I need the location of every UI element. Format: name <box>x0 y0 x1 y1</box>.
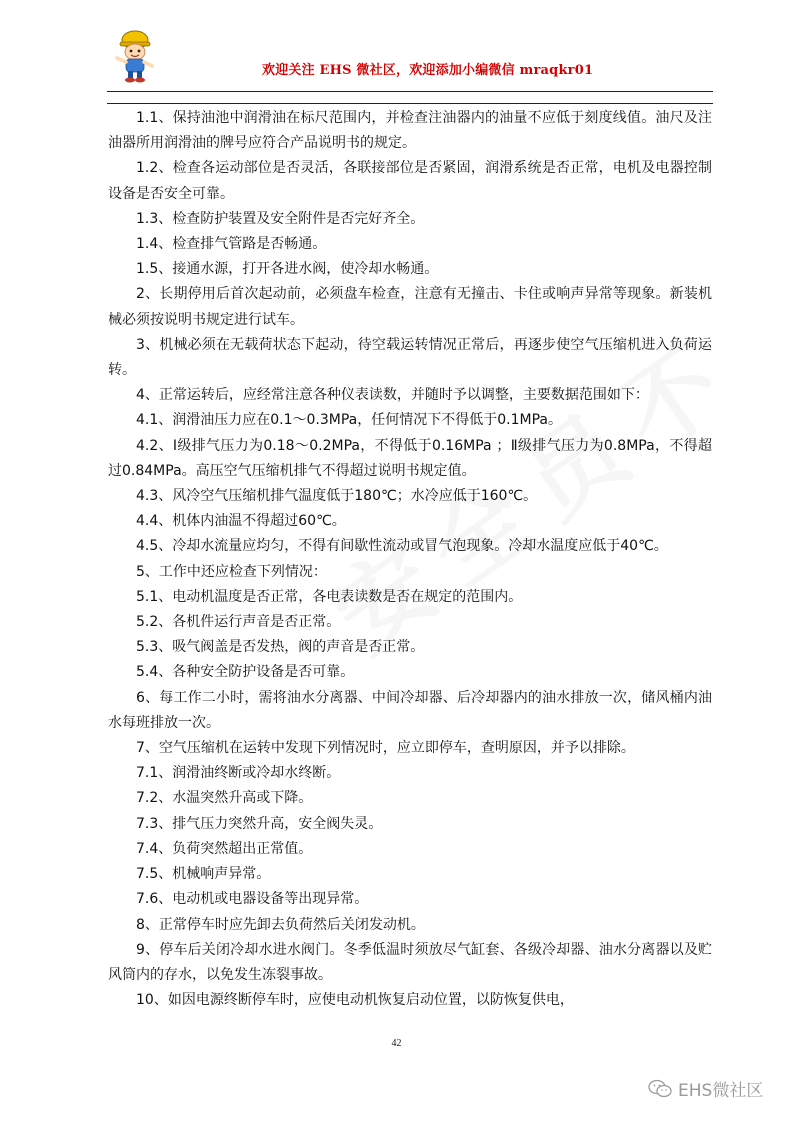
body-paragraph: 4、正常运转后，应经常注意各种仪表读数，并随时予以调整，主要数据范围如下： <box>136 387 649 404</box>
header-rule-bottom <box>107 103 713 104</box>
body-paragraph: 7.3、排气压力突然升高，安全阀失灵。 <box>136 815 383 832</box>
document-body <box>108 106 712 1013</box>
body-paragraph: 3、机械必须在无载荷状态下起动，待空载运转情况正常后，再逐步使空气压缩机进入负荷运转。 <box>108 336 712 379</box>
body-paragraph: 7、空气压缩机在运转中发现下列情况时，应立即停车，查明原因，并予以排除。 <box>136 740 635 757</box>
body-paragraph: 1.2、检查各运动部位是否灵活，各联接部位是否紧固，润滑系统是否正常，电机及电器控制设备是否安全可靠。 <box>108 160 712 202</box>
body-paragraph: 4.3、风冷空气压缩机排气温度低于180℃；水冷应低于160℃。 <box>136 488 538 505</box>
body-paragraph: 7.2、水温突然升高或下降。 <box>136 790 313 807</box>
body-paragraph: 10、如因电源终断停车时，应使电动机恢复启动位置，以防恢复供电， <box>136 992 574 1009</box>
body-paragraph: 1.3、检查防护装置及安全附件是否完好齐全。 <box>136 210 425 227</box>
body-paragraph: 7.1、润滑油终断或冷却水终断。 <box>136 765 341 782</box>
body-paragraph: 1.4、检查排气管路是否畅通。 <box>136 236 327 253</box>
header-banner-text: 欢迎关注 EHS 微社区，欢迎添加小编微信 mraqkr01 <box>262 63 594 78</box>
body-paragraph: 7.4、负荷突然超出正常值。 <box>136 840 313 857</box>
body-paragraph: 1.5、接通水源，打开各进水阀，使冷却水畅通。 <box>136 261 439 278</box>
wechat-watermark <box>648 1076 763 1101</box>
header-rule-top <box>107 91 713 92</box>
body-paragraph: 4.2、Ⅰ级排气压力为0.18～0.2MPa，不得低于0.16MPa ；Ⅱ级排气压力为0.8MPa，不得超过0.84MPa。高压空气压缩机排气不得超过说明书规定值。 <box>108 437 712 479</box>
page-number: 42 <box>391 1038 402 1049</box>
body-paragraph: 5.2、各机件运行声音是否正常。 <box>136 614 341 631</box>
body-paragraph: 5.1、电动机温度是否正常，各电表读数是否在规定的范围内。 <box>136 588 523 605</box>
body-paragraph: 5、工作中还应检查下列情况： <box>136 563 327 580</box>
body-paragraph: 5.4、各种安全防护设备是否可靠。 <box>136 664 355 681</box>
body-paragraph: 2、长期停用后首次起动前，必须盘车检查，注意有无撞击、卡住或响声异常等现象。新装机械必须按说明书规定进行试车。 <box>108 286 712 328</box>
body-paragraph: 4.4、机体内油温不得超过60℃。 <box>136 513 346 530</box>
body-paragraph: 7.6、电动机或电器设备等出现异常。 <box>136 891 369 908</box>
body-paragraph: 5.3、吸气阀盖是否发热，阀的声音是否正常。 <box>136 639 425 656</box>
body-paragraph: 9、停车后关闭冷却水进水阀门。冬季低温时须放尽气缸套、各级冷却器、油水分离器以及贮风筒内的存水，以免发生冻裂事故。 <box>108 941 712 983</box>
body-paragraph: 4.5、冷却水流量应均匀，不得有间歇性流动或冒气泡现象。冷却水温度应低于40℃。 <box>136 538 668 555</box>
safety-mascot-icon <box>112 28 158 84</box>
body-paragraph: 4.1、润滑油压力应在0.1～0.3MPa，任何情况下不得低于0.1MPa。 <box>136 412 563 429</box>
body-paragraph: 1.1、保持油池中润滑油在标尺范围内，并检查注油器内的油量不应低于刻度线值。油尺及注油器所用润滑油的牌号应符合产品说明书的规定。 <box>108 110 712 152</box>
body-paragraph: 7.5、机械响声异常。 <box>136 866 271 883</box>
wechat-icon <box>648 1079 672 1099</box>
wechat-account-label: EHS微社区 <box>678 1081 764 1101</box>
body-paragraph: 6、每工作二小时，需将油水分离器、中间冷却器、后冷却器内的油水排放一次，储风桶内油水每班排放一次。 <box>108 689 712 731</box>
body-paragraph: 8、正常停车时应先卸去负荷然后关闭发动机。 <box>136 916 425 933</box>
